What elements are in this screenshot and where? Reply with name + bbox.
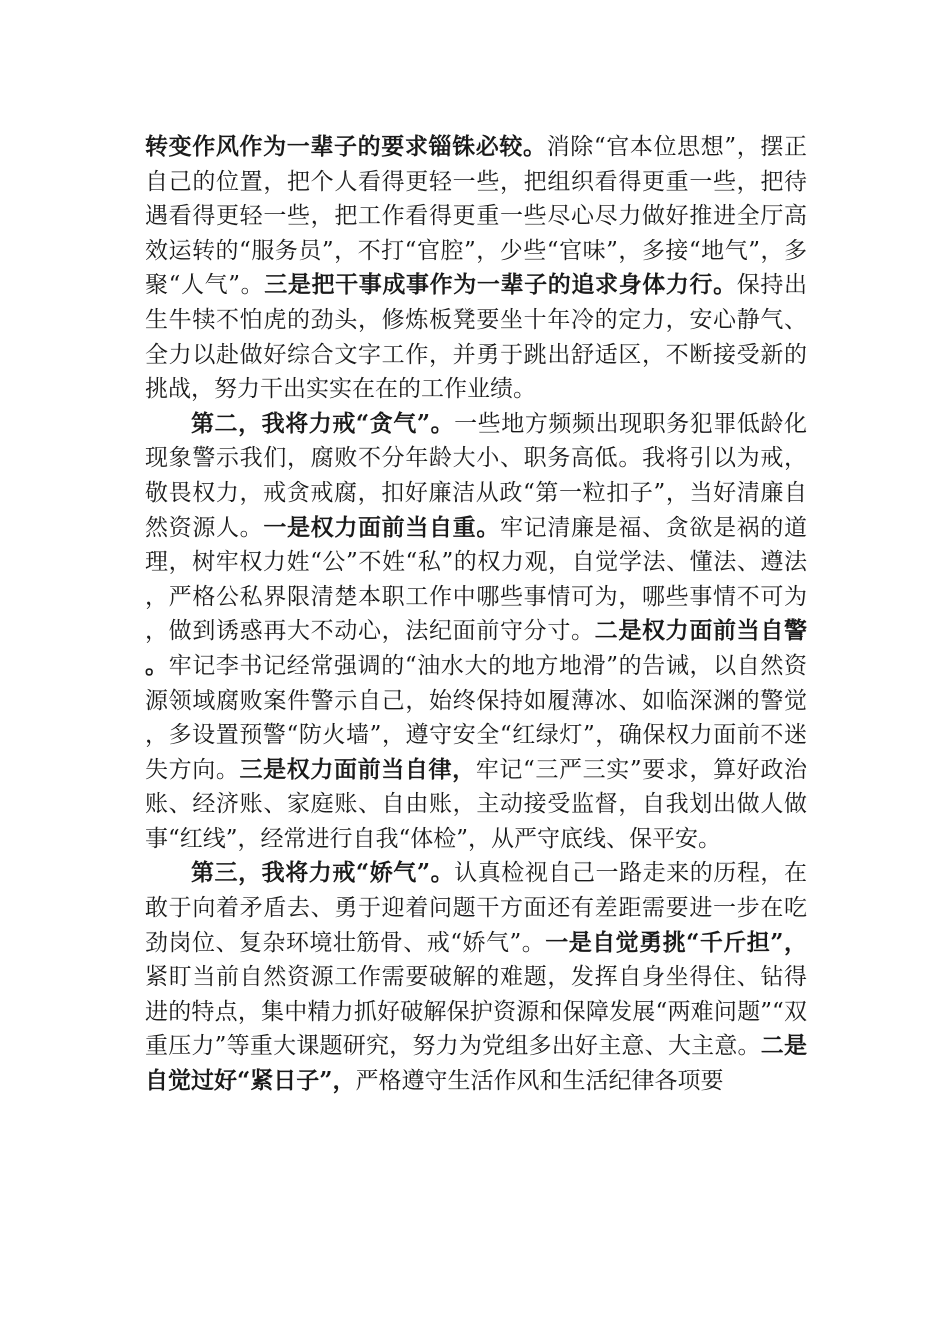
paragraph-1 <box>145 130 807 407</box>
body-text: 牢记“三严三实”要求，算好政治账、经济账、家庭账、自由账，主动接受监督，自我划出做人做事“红线”，经常进行自我“体检”，从严守底线、保平安。 <box>145 756 808 852</box>
bold-heading: 二是权力面前当自警。 <box>145 617 808 679</box>
body-text: 认真检视自己一路走来的历程，在敢于向着矛盾去、勇于迎着问题干方面还有差距需要进一步在吃劲岗位、复杂环境壮筋骨、戒“娇气”。 <box>145 860 807 956</box>
paragraph-3 <box>145 856 807 1098</box>
body-text: 牢记李书记经常强调的“油水大的地方地滑”的告诫，以自然资源领域腐败案件警示自己，始终保持如履薄冰、如临深渊的警觉，多设置预警“防火墙”，遵守安全“红绿灯”，确保权力面前不迷失方向。 <box>145 652 807 783</box>
body-text: 紧盯当前自然资源工作需要破解的难题，发挥自身坐得住、钻得进的特点，集中精力抓好破解保护资源和保障发展“两难问题”“双重压力”等重大课题研究，努力为党组多出好主意、大主意。 <box>145 964 807 1060</box>
body-text: 严格遵守生活作风和生活纪律各项要 <box>355 1068 724 1095</box>
body-text: 消除“官本位思想”，摆正自己的位置，把个人看得更轻一些，把组织看得更重一些，把待遇看得更轻一些，把工作看得更重一些尽心尽力做好推进全厅高效运转的“服务员”，不打“官腔”，少些“官味”，多接“地气”，多聚“人气”。 <box>145 134 807 299</box>
bold-heading: 三是把干事成事作为一辈子的追求身体力行。 <box>264 271 737 299</box>
bold-heading: 转变作风作为一辈子的要求锱铢必较。 <box>145 133 547 160</box>
document-page <box>145 130 807 1099</box>
bold-heading: 二是自觉过好“紧日子”， <box>145 1032 808 1095</box>
section-heading: 第三，我将力戒“娇气”。 <box>191 859 455 887</box>
bold-heading: 三是权力面前当自律， <box>239 755 476 783</box>
body-text: 保持出生牛犊不怕虎的劲头，修炼板凳要坐十年冷的定力，安心静气、全力以赴做好综合文字工作，并勇于跳出舒适区，不断接受新的挑战，努力干出实实在在的工作业绩。 <box>145 272 807 403</box>
body-text: 牢记清廉是福、贪欲是祸的道理，树牢权力姓“公”不姓“私”的权力观，自觉学法、懂法、遵法，严格公私界限清楚本职工作中哪些事情可为，哪些事情不可为，做到诱惑再大不动心，法纪面前守分寸。 <box>145 514 808 645</box>
body-text: 一些地方频频出现职务犯罪低龄化现象警示我们，腐败不分年龄大小、职务高低。我将引以为戒，敬畏权力，戒贪戒腐，扣好廉洁从政“第一粒扣子”，当好清廉自然资源人。 <box>145 410 807 541</box>
paragraph-2 <box>145 407 807 857</box>
section-heading: 第二，我将力戒“贪气”。 <box>191 409 455 437</box>
bold-heading: 一是自觉勇挑“千斤担”， <box>545 928 807 956</box>
bold-heading: 一是权力面前当自重。 <box>263 513 501 541</box>
